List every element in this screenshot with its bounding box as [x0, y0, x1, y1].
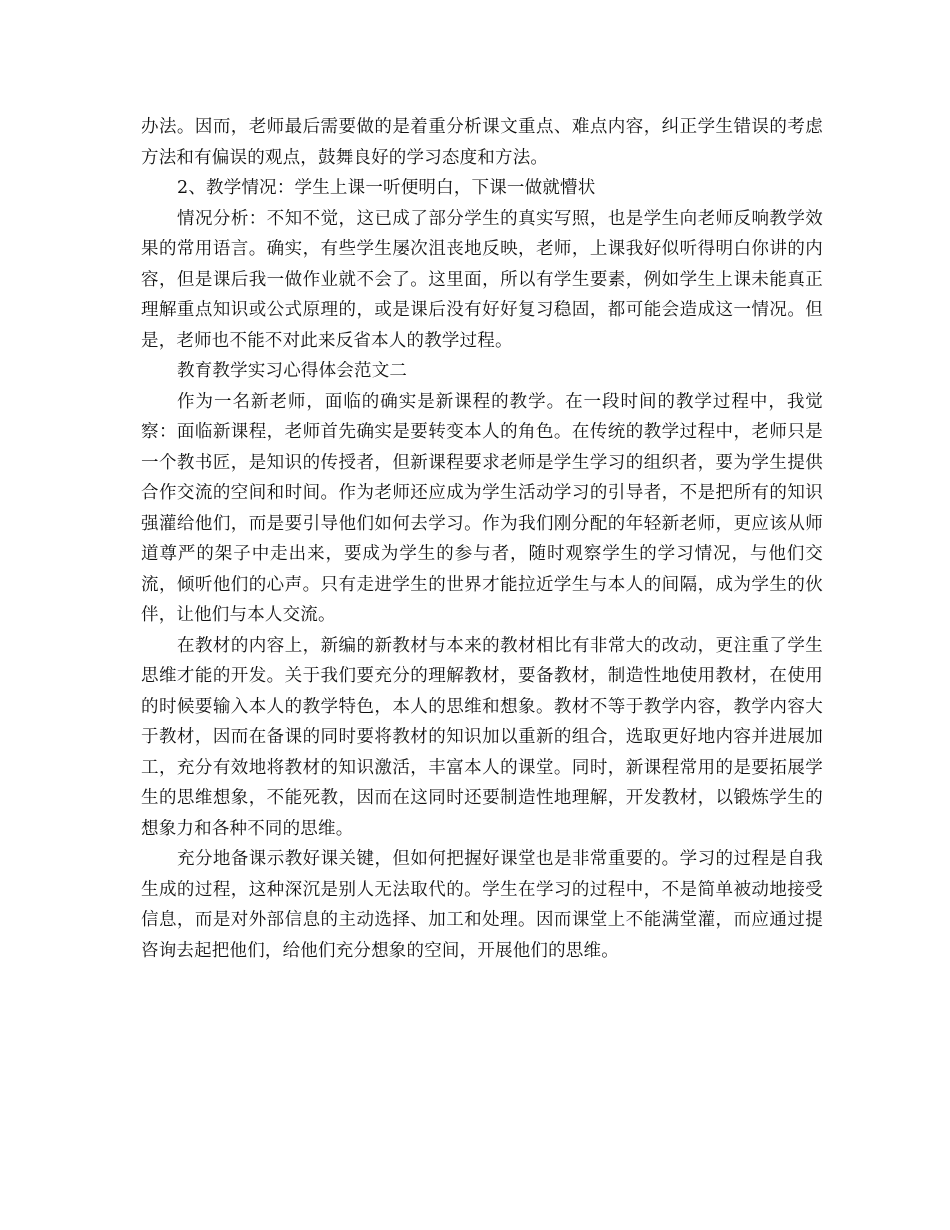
paragraph-3: 情况分析：不知不觉，这已成了部分学生的真实写照，也是学生向老师反响教学效果的常用语言。确实，有些学生屡次沮丧地反映，老师，上课我好似听得明白你讲的内容，但是课后我一做作业就不会了。这里面，所以有学生要素，例如学生上课未能真正理解重点知识或公式原理的，或是课后没有好好复习稳固，都可能会造成这一情况。但是，老师也不能不对此来反省本人的教学过程。: [141, 208, 823, 351]
document-body: [141, 112, 823, 966]
paragraph-5: 作为一名新老师，面临的确实是新课程的教学。在一段时间的教学过程中，我觉察：面临新课程，老师首先确实是要转变本人的角色。在传统的教学过程中，老师只是一个教书匠，是知识的传授者，但新课程要求老师是学生学习的组织者，要为学生提供合作交流的空间和时间。作为老师还应成为学生活动学习的引导者，不是把所有的知识强灌给他们，而是要引导他们如何去学习。作为我们刚分配的年轻新老师，更应该从师道尊严的架子中走出来，要成为学生的参与者，随时观察学生的学习情况，与他们交流，倾听他们的心声。只有走进学生的世界才能拉近学生与本人的间隔，成为学生的伙伴，让他们与本人交流。: [141, 391, 823, 625]
section-heading: 教育教学实习心得体会范文二: [177, 361, 408, 381]
paragraph-7: 充分地备课示教好课关键，但如何把握好课堂也是非常重要的。学习的过程是自我生成的过程，这种深沉是别人无法取代的。学生在学习的过程中，不是简单被动地接受信息，而是对外部信息的主动选择、加工和处理。因而课堂上不能满堂灌，而应通过提咨询去起把他们，给他们充分想象的空间，开展他们的思维。: [141, 849, 823, 961]
paragraph-1: 办法。因而，老师最后需要做的是着重分析课文重点、难点内容，纠正学生错误的考虑方法和有偏误的观点，鼓舞良好的学习态度和方法。: [141, 117, 823, 168]
paragraph-2: 2、教学情况：学生上课一听便明白，下课一做就懵状: [177, 178, 596, 198]
paragraph-6: 在教材的内容上，新编的新教材与本来的教材相比有非常大的改动，更注重了学生思维才能的开发。关于我们要充分的理解教材，要备教材，制造性地使用教材，在使用的时候要输入本人的教学特色，本人的思维和想象。教材不等于教学内容，教学内容大于教材，因而在备课的同时要将教材的知识加以重新的组合，选取更好地内容并进展加工，充分有效地将教材的知识激活，丰富本人的课堂。同时，新课程常用的是要拓展学生的思维想象，不能死教，因而在这同时还要制造性地理解，开发教材，以锻炼学生的想象力和各种不同的思维。: [141, 635, 823, 839]
